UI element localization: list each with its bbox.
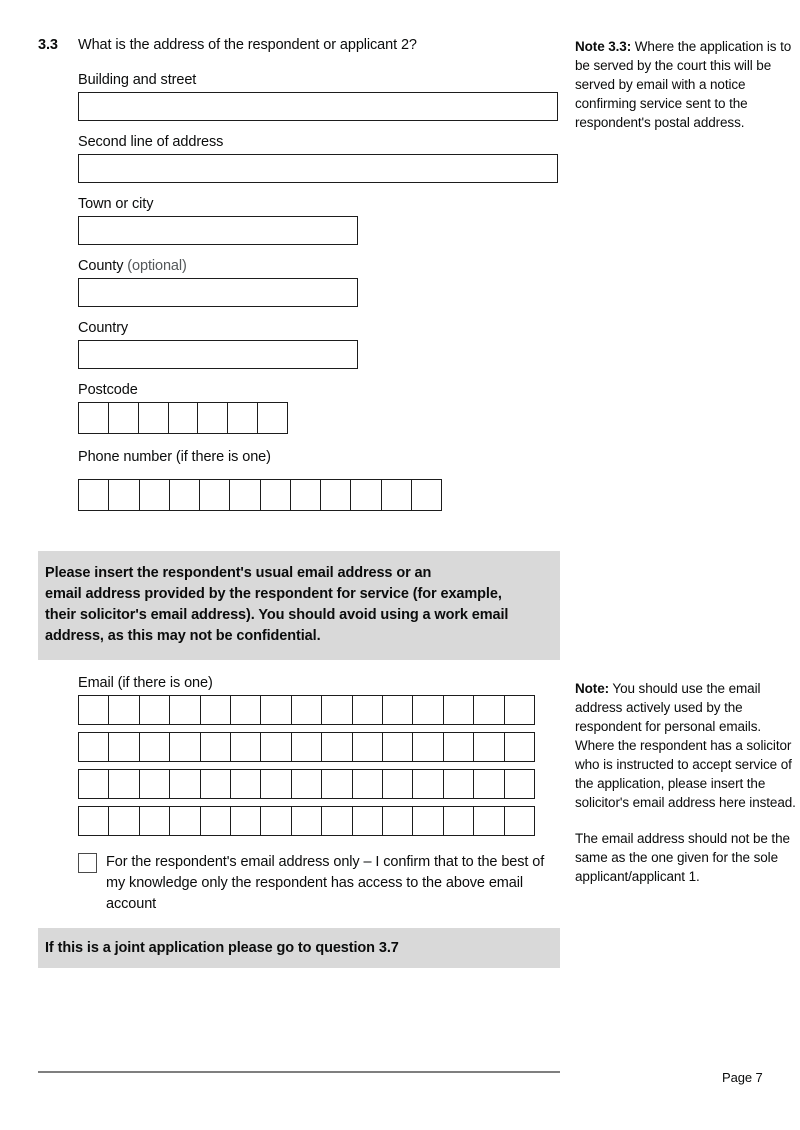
character-cell[interactable] — [474, 733, 504, 761]
character-cell[interactable] — [444, 733, 474, 761]
character-cell[interactable] — [79, 770, 109, 798]
character-cell[interactable] — [200, 480, 230, 510]
question-3-3 — [38, 37, 560, 53]
character-cell[interactable] — [261, 807, 291, 835]
building-street-label: Building and street — [78, 72, 197, 88]
character-cell[interactable] — [444, 807, 474, 835]
character-cell[interactable] — [231, 807, 261, 835]
character-cell[interactable] — [261, 696, 291, 724]
country-label: Country — [78, 320, 129, 336]
character-cell[interactable] — [79, 403, 109, 433]
character-cell[interactable] — [474, 770, 504, 798]
email-guidance-notice — [38, 551, 560, 660]
character-cell[interactable] — [109, 696, 139, 724]
footer-divider — [38, 1071, 560, 1073]
character-cell[interactable] — [109, 770, 139, 798]
side-note-3-3-title: Note 3.3: — [575, 39, 632, 54]
email-box-row[interactable] — [78, 695, 535, 725]
character-cell[interactable] — [139, 403, 169, 433]
character-cell[interactable] — [201, 696, 231, 724]
character-cell[interactable] — [383, 696, 413, 724]
email-guidance-line: address, as this may not be confidential. — [45, 628, 321, 644]
character-cell[interactable] — [413, 696, 443, 724]
character-cell[interactable] — [292, 696, 322, 724]
character-cell[interactable] — [292, 733, 322, 761]
character-cell[interactable] — [383, 770, 413, 798]
character-cell[interactable] — [505, 733, 534, 761]
address-fields — [78, 70, 558, 511]
email-section — [78, 673, 535, 836]
character-cell[interactable] — [109, 403, 139, 433]
email-guidance-line: Please insert the respondent's usual email address or an — [45, 565, 432, 581]
side-note-3-3-text: Where the application is to be served by the court this will be served by email with a notice confirming service sent to the respondent's postal address. — [575, 39, 792, 130]
postcode-label: Postcode — [78, 382, 138, 398]
second-line-label: Second line of address — [78, 134, 224, 150]
building-street-input[interactable] — [78, 92, 558, 121]
character-cell[interactable] — [322, 807, 352, 835]
character-cell[interactable] — [444, 770, 474, 798]
character-cell[interactable] — [201, 733, 231, 761]
phone-boxes[interactable] — [78, 479, 442, 511]
email-confirm-label: For the respondent's email address only – I confirm that to the best of my knowledge only the respondent has access to the above email account — [106, 854, 545, 912]
side-note-3-3 — [575, 37, 798, 132]
character-cell[interactable] — [231, 696, 261, 724]
email-label: Email (if there is one) — [78, 675, 213, 691]
character-cell[interactable] — [140, 696, 170, 724]
town-city-label: Town or city — [78, 196, 154, 212]
county-optional-hint: (optional) — [127, 258, 187, 274]
character-cell[interactable] — [140, 733, 170, 761]
character-cell[interactable] — [353, 696, 383, 724]
side-note-email-para1 — [575, 679, 798, 812]
character-cell[interactable] — [321, 480, 351, 510]
character-cell[interactable] — [170, 696, 200, 724]
phone-label: Phone number (if there is one) — [78, 449, 271, 465]
character-cell[interactable] — [261, 770, 291, 798]
email-box-row[interactable] — [78, 732, 535, 762]
page-number: Page 7 — [722, 1070, 763, 1085]
county-label — [78, 256, 558, 276]
character-cell[interactable] — [383, 733, 413, 761]
character-cell[interactable] — [353, 807, 383, 835]
character-cell[interactable] — [322, 770, 352, 798]
character-cell[interactable] — [258, 403, 287, 433]
character-cell[interactable] — [322, 733, 352, 761]
character-cell[interactable] — [322, 696, 352, 724]
character-cell[interactable] — [261, 733, 291, 761]
character-cell[interactable] — [79, 733, 109, 761]
character-cell[interactable] — [170, 733, 200, 761]
county-input[interactable] — [78, 278, 358, 307]
character-cell[interactable] — [170, 770, 200, 798]
character-cell[interactable] — [201, 807, 231, 835]
character-cell[interactable] — [170, 480, 200, 510]
character-cell[interactable] — [353, 733, 383, 761]
email-box-row[interactable] — [78, 806, 535, 836]
character-cell[interactable] — [109, 480, 139, 510]
side-note-email — [575, 679, 798, 886]
character-cell[interactable] — [261, 480, 291, 510]
town-city-input[interactable] — [78, 216, 358, 245]
character-cell[interactable] — [140, 807, 170, 835]
county-label-text: County — [78, 258, 124, 274]
character-cell[interactable] — [292, 770, 322, 798]
question-number: 3.3 — [38, 37, 58, 53]
side-note-email-title: Note: — [575, 681, 609, 696]
side-note-email-text: You should use the email address actively used by the respondent for personal emails. Where the respondent has a solicitor who is instructed to accept service of the application, please insert the solicitor's email address here instead. — [575, 681, 796, 810]
character-cell[interactable] — [351, 480, 381, 510]
character-cell[interactable] — [353, 770, 383, 798]
character-cell[interactable] — [169, 403, 199, 433]
character-cell[interactable] — [79, 807, 109, 835]
email-confirm-row — [78, 852, 556, 915]
side-note-email-para2: The email address should not be the same as the one given for the sole applicant/applicant 1. — [575, 831, 790, 884]
character-cell[interactable] — [413, 807, 443, 835]
email-guidance-line: email address provided by the respondent for service (for example, — [45, 586, 502, 602]
character-cell[interactable] — [412, 480, 441, 510]
email-guidance-line: their solicitor's email address). You should avoid using a work email — [45, 607, 509, 623]
character-cell[interactable] — [474, 696, 504, 724]
character-cell[interactable] — [474, 807, 504, 835]
character-cell[interactable] — [505, 807, 534, 835]
country-input[interactable] — [78, 340, 358, 369]
second-line-input[interactable] — [78, 154, 558, 183]
character-cell[interactable] — [413, 770, 443, 798]
question-text: What is the address of the respondent or applicant 2? — [78, 37, 417, 53]
character-cell[interactable] — [505, 770, 534, 798]
character-cell[interactable] — [79, 696, 109, 724]
joint-application-notice — [38, 928, 560, 968]
character-cell[interactable] — [505, 696, 534, 724]
character-cell[interactable] — [140, 770, 170, 798]
character-cell[interactable] — [109, 807, 139, 835]
email-box-row[interactable] — [78, 769, 535, 799]
character-cell[interactable] — [230, 480, 260, 510]
character-cell[interactable] — [292, 807, 322, 835]
character-cell[interactable] — [231, 733, 261, 761]
character-cell[interactable] — [291, 480, 321, 510]
character-cell[interactable] — [413, 733, 443, 761]
email-boxes[interactable] — [78, 695, 535, 836]
email-confirm-checkbox[interactable] — [78, 853, 97, 873]
character-cell[interactable] — [79, 480, 109, 510]
character-cell[interactable] — [201, 770, 231, 798]
character-cell[interactable] — [444, 696, 474, 724]
character-cell[interactable] — [140, 480, 170, 510]
character-cell[interactable] — [383, 807, 413, 835]
character-cell[interactable] — [382, 480, 412, 510]
joint-application-text: If this is a joint application please go to question 3.7 — [45, 940, 399, 956]
character-cell[interactable] — [198, 403, 228, 433]
character-cell[interactable] — [109, 733, 139, 761]
character-cell[interactable] — [231, 770, 261, 798]
postcode-boxes[interactable] — [78, 402, 288, 434]
character-cell[interactable] — [228, 403, 258, 433]
character-cell[interactable] — [170, 807, 200, 835]
